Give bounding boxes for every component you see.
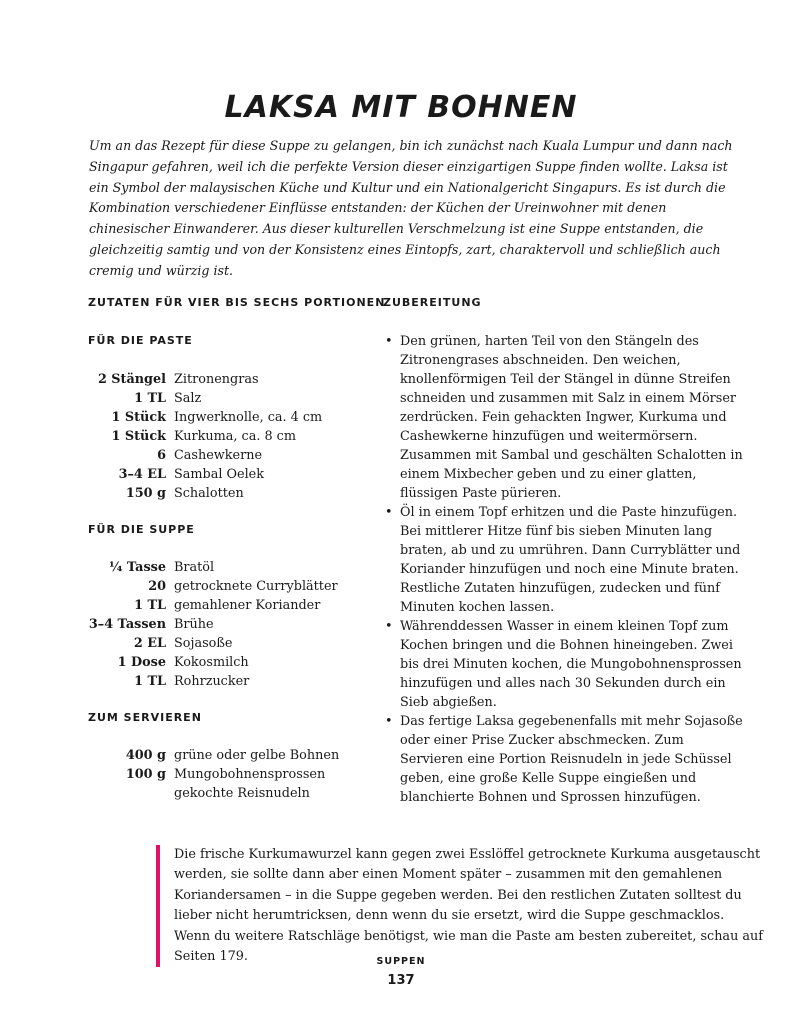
- ingredient-amount: 3–4 EL: [118, 467, 166, 482]
- preparation-step: • Den grünen, harten Teil von den Stängeln des Zitronengrases abschneiden. Den weichen, knollenförmigen Teil der Stängel in dünne Streifen schneiden und zusammen mit Salz in einem Mörser zerdrücken. Fein gehackten Ingwer, Kurkuma und Cashewkerne hinzufügen und weitermörsern. Zusammen mit Sambal und geschälten Schalotten in einem Mixbecher geben und zu einer glatten, flüssigen Paste pürieren.: [383, 332, 743, 503]
- ingredient-name: Brühe: [174, 617, 214, 632]
- ingredient-row: [88, 558, 378, 577]
- ingredient-row: [88, 596, 378, 615]
- ingredient-amount: 100 g: [125, 767, 166, 782]
- ingredient-row: [88, 634, 378, 653]
- preparation-step: • Öl in einem Topf erhitzen und die Paste hinzufügen. Bei mittlerer Hitze fünf bis sieben Minuten lang braten, ab und zu umrühren. Dann Curryblätter und Koriander hinzufügen und noch eine Minute braten. Restliche Zutaten hinzufügen, zudecken und fünf Minuten kochen lassen.: [383, 503, 743, 617]
- ingredient-name: Rohrzucker: [174, 674, 250, 689]
- preparation-steps: [383, 332, 743, 807]
- ingredient-row: [88, 615, 378, 634]
- ingredient-amount: 3–4 Tassen: [88, 617, 166, 632]
- ingredient-name: Ingwerknolle, ca. 4 cm: [174, 410, 323, 425]
- ingredient-name: Mungobohnensprossen: [174, 767, 326, 782]
- ingredient-amount: 1 Dose: [117, 655, 166, 670]
- ingredient-row: [88, 427, 378, 446]
- ingredient-name: Sambal Oelek: [174, 467, 264, 482]
- intro-text: Um an das Rezept für diese Suppe zu gelangen, bin ich zunächst nach Kuala Lumpur und dann nach Singapur gefahren, weil ich die perfekte Version dieser einzigartigen Suppe finden wollte. Laksa ist ein Symbol der malaysischen Küche und Kultur und ein Nationalgericht Singapurs. Es ist durch die Kombination verschiedener Einflüsse entstanden: der Küchen der Ureinwohner mit denen chinesischer Einwanderer. Aus dieser kulturellen Verschmelzung ist eine Suppe entstanden, die gleichzeitig samtig und von der Konsistenz eines Eintopfs, zart, charaktervoll und schließlich auch cremig und würzig ist.: [89, 138, 733, 278]
- ingredient-name: grüne oder gelbe Bohnen: [174, 748, 340, 763]
- ingredient-row: [88, 672, 378, 691]
- ingredient-name: Kokosmilch: [174, 655, 249, 670]
- ingredient-amount: 150 g: [125, 486, 166, 501]
- ingredient-row: [88, 370, 378, 389]
- ingredient-name: Sojasoße: [174, 636, 233, 651]
- ingredient-name: gemahlener Koriander: [174, 598, 321, 613]
- ingredient-amount: 6: [157, 448, 166, 463]
- ingredient-row: [88, 389, 378, 408]
- ingredient-row: [88, 465, 378, 484]
- ingredient-row: [88, 653, 378, 672]
- soup-heading: FÜR DIE SUPPE: [88, 523, 195, 536]
- ingredients-heading: ZUTATEN FÜR VIER BIS SECHS PORTIONEN: [88, 296, 386, 309]
- ingredient-row: [88, 484, 378, 503]
- paste-ingredient-list: [88, 370, 378, 503]
- serving-ingredient-list: [88, 746, 378, 803]
- ingredient-amount: 400 g: [125, 748, 166, 763]
- tip-text: Die frische Kurkumawurzel kann gegen zwei Esslöffel getrocknete Kurkuma ausgetauscht werden, sie sollte dann aber einen Moment später – zusammen mit den gemahlenen Koriandersamen – in die Suppe gegeben werden. Bei den restlichen Zutaten solltest du lieber nicht herumtricksen, denn wenn du sie ersetzt, wird die Suppe geschmacklos. Wenn du weitere Ratschläge benötigst, wie man die Paste am besten zubereitet, schau auf Seiten 179.: [174, 847, 763, 965]
- ingredient-row: [88, 577, 378, 596]
- paste-heading: FÜR DIE PASTE: [88, 334, 193, 347]
- tip-box: [156, 845, 764, 967]
- preparation-heading: ZUBEREITUNG: [383, 296, 482, 309]
- intro-paragraph: [89, 136, 741, 282]
- ingredient-row: [88, 446, 378, 465]
- preparation-step: • Währenddessen Wasser in einem kleinen Topf zum Kochen bringen und die Bohnen hineingeben. Zwei bis drei Minuten kochen, die Mungobohnensprossen hinzufügen und alles nach 30 Sekunden durch ein Sieb abgießen.: [383, 617, 743, 712]
- ingredient-name: Schalotten: [174, 486, 244, 501]
- ingredient-amount: 2 Stängel: [97, 372, 166, 387]
- ingredient-name: Zitronengras: [174, 372, 259, 387]
- recipe-title: LAKSA MIT BOHNEN: [224, 90, 578, 126]
- ingredient-name: getrocknete Curryblätter: [174, 579, 338, 594]
- ingredient-name: Salz: [174, 391, 202, 406]
- ingredient-amount: 2 EL: [133, 636, 166, 651]
- ingredient-row: [88, 765, 378, 784]
- ingredient-amount: 20: [148, 579, 166, 594]
- ingredient-name: Bratöl: [174, 560, 215, 575]
- ingredient-amount: 1 TL: [134, 674, 166, 689]
- ingredient-row: [88, 408, 378, 427]
- ingredient-name: gekochte Reisnudeln: [174, 786, 310, 801]
- serving-heading: ZUM SERVIEREN: [88, 711, 202, 724]
- footer-section-label: SUPPEN: [376, 956, 426, 967]
- ingredient-name: Cashewkerne: [174, 448, 263, 463]
- ingredient-row: [88, 784, 378, 803]
- ingredient-amount: 1 TL: [134, 391, 166, 406]
- ingredient-row: [88, 746, 378, 765]
- preparation-step: • Das fertige Laksa gegebenenfalls mit mehr Sojasoße oder einer Prise Zucker abschmecken. Zum Servieren eine Portion Reisnudeln in jede Schüssel geben, eine große Kelle Suppe eingießen und blanchierte Bohnen und Sprossen hinzufügen.: [383, 712, 743, 807]
- ingredient-name: Kurkuma, ca. 8 cm: [174, 429, 296, 444]
- soup-ingredient-list: [88, 558, 378, 691]
- ingredient-amount: 1 TL: [134, 598, 166, 613]
- ingredient-amount: ¼ Tasse: [109, 560, 166, 575]
- ingredient-amount: 1 Stück: [111, 410, 166, 425]
- ingredient-amount: 1 Stück: [111, 429, 166, 444]
- page-number: 137: [387, 973, 415, 988]
